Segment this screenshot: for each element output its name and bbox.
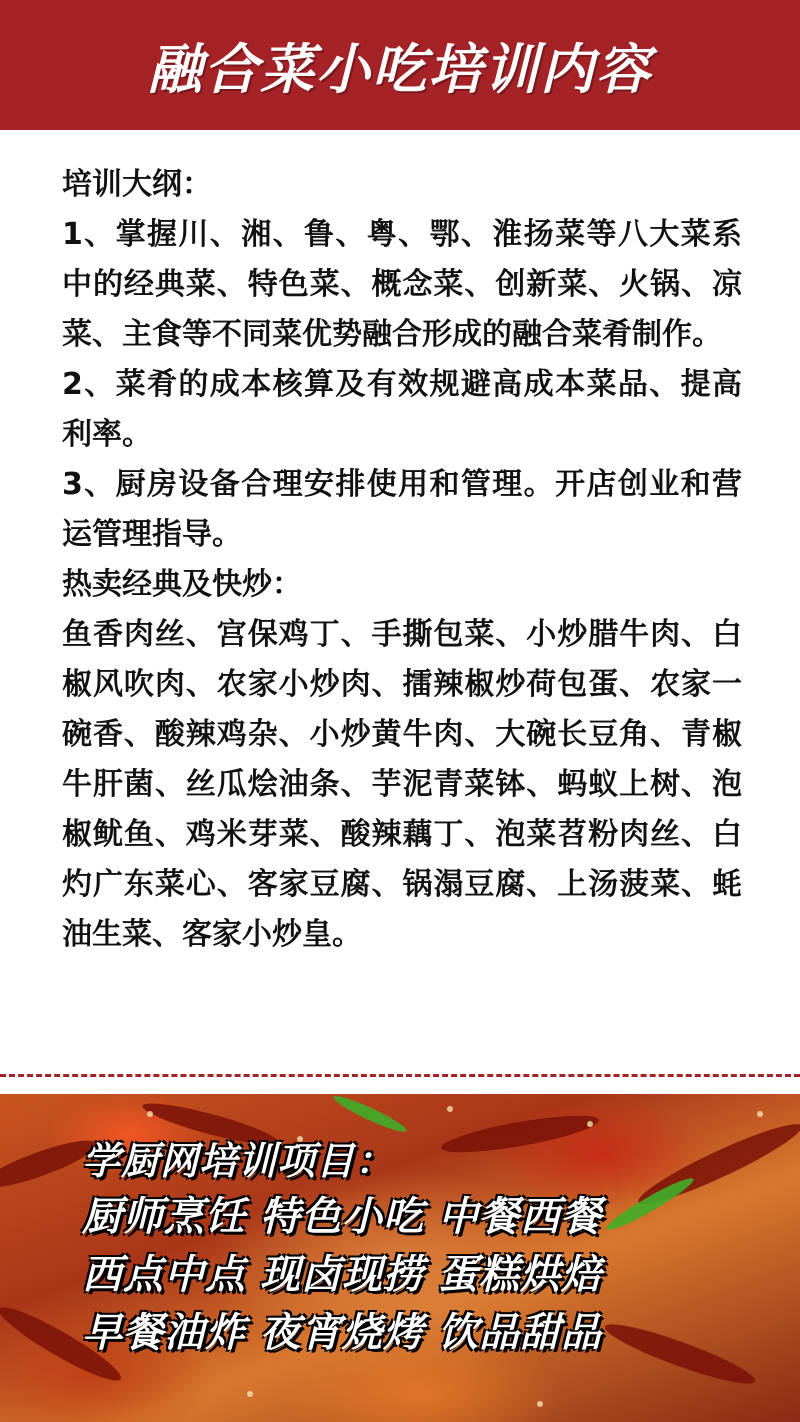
outline-item-3: 3、厨房设备合理安排使用和管理。开店创业和营运管理指导。 [62, 467, 742, 552]
project-item: 特色小吃 [260, 1194, 424, 1240]
project-item: 早餐油炸 [82, 1310, 246, 1356]
project-item: 蛋糕烘焙 [438, 1252, 602, 1298]
food-photo-panel [0, 1094, 800, 1422]
outline-heading: 培训大纲： [62, 167, 212, 202]
outline-item-2: 2、菜肴的成本核算及有效规避高成本菜品、提高利率。 [62, 367, 742, 452]
projects-row [82, 1188, 742, 1246]
project-item: 中餐西餐 [438, 1194, 602, 1240]
projects-row [82, 1246, 742, 1304]
banner-title: 融合菜小吃培训内容 [148, 37, 652, 101]
project-item: 现卤现捞 [260, 1252, 424, 1298]
title-banner [0, 0, 800, 130]
project-item: 夜宵烧烤 [260, 1310, 424, 1356]
projects-row [82, 1304, 742, 1362]
project-item: 厨师烹饪 [82, 1194, 246, 1240]
outline-item-1: 1、掌握川、湘、鲁、粤、鄂、淮扬菜等八大菜系中的经典菜、特色菜、概念菜、创新菜、火锅、凉菜、主食等不同菜优势融合形成的融合菜肴制作。 [62, 217, 742, 352]
training-projects [82, 1134, 742, 1362]
project-item: 饮品甜品 [438, 1310, 602, 1356]
dishes-heading: 热卖经典及快炒： [62, 567, 302, 602]
dishes-list: 鱼香肉丝、宫保鸡丁、手撕包菜、小炒腊牛肉、白椒风吹肉、农家小炒肉、擂辣椒炒荷包蛋、农家一碗香、酸辣鸡杂、小炒黄牛肉、大碗长豆角、青椒牛肝菌、丝瓜烩油条、芋泥青菜钵、蚂蚁上树、泡椒鱿鱼、鸡米芽菜、酸辣藕丁、泡菜苕粉肉丝、白灼广东菜心、客家豆腐、锅溻豆腐、上汤菠菜、蚝油生菜、客家小炒皇。 [62, 617, 742, 952]
dashed-divider [0, 1074, 800, 1077]
training-outline [62, 160, 742, 960]
project-item: 西点中点 [82, 1252, 246, 1298]
projects-heading: 学厨网培训项目： [82, 1139, 395, 1183]
